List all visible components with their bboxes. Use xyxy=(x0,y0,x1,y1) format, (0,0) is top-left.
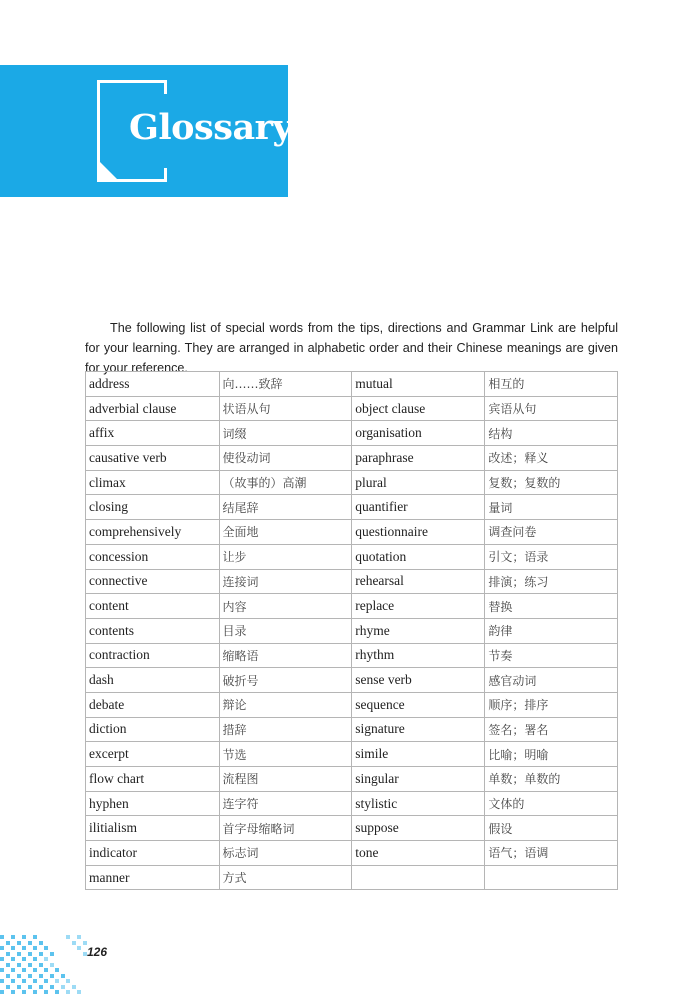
pixel-square xyxy=(44,957,48,961)
chinese-meaning-cell: 文体的 xyxy=(485,791,618,816)
pixel-square xyxy=(83,941,87,945)
term-cell: stylistic xyxy=(352,791,485,816)
term-cell: contraction xyxy=(86,643,220,668)
chinese-meaning-cell: 假设 xyxy=(485,816,618,841)
chinese-meaning-cell: 使役动词 xyxy=(219,446,352,471)
term-cell: content xyxy=(86,594,220,619)
pixel-square xyxy=(22,946,26,950)
chinese-meaning-cell: 复数；复数的 xyxy=(485,470,618,495)
table-row xyxy=(86,618,618,643)
chinese-meaning-cell: 让步 xyxy=(219,544,352,569)
table-row xyxy=(86,544,618,569)
table-row xyxy=(86,396,618,421)
pixel-square xyxy=(77,990,81,994)
chinese-meaning-cell: 词缀 xyxy=(219,421,352,446)
term-cell: paraphrase xyxy=(352,446,485,471)
chinese-meaning-cell: 结构 xyxy=(485,421,618,446)
table-row xyxy=(86,470,618,495)
table-row xyxy=(86,569,618,594)
pixel-square xyxy=(44,968,48,972)
pixel-square xyxy=(66,935,70,939)
pixel-square xyxy=(33,990,37,994)
pixel-square xyxy=(33,957,37,961)
table-row xyxy=(86,717,618,742)
term-cell: tone xyxy=(352,841,485,866)
chinese-meaning-cell: 连接词 xyxy=(219,569,352,594)
pixel-square xyxy=(0,979,4,983)
title-banner xyxy=(0,65,293,197)
glossary-table xyxy=(85,371,618,890)
term-cell: comprehensively xyxy=(86,520,220,545)
table-row xyxy=(86,692,618,717)
chinese-meaning-cell: 引文；语录 xyxy=(485,544,618,569)
pixel-square xyxy=(83,952,87,956)
pixel-square xyxy=(50,952,54,956)
chinese-meaning-cell: 标志词 xyxy=(219,841,352,866)
term-cell: indicator xyxy=(86,841,220,866)
pixel-square xyxy=(50,963,54,967)
pixel-square xyxy=(11,957,15,961)
page-number: 126 xyxy=(87,945,108,959)
pixel-square xyxy=(0,957,4,961)
term-cell: sense verb xyxy=(352,668,485,693)
corner-decoration xyxy=(97,159,117,179)
term-cell: simile xyxy=(352,742,485,767)
chinese-meaning-cell: 调查问卷 xyxy=(485,520,618,545)
pixel-square xyxy=(66,990,70,994)
pixel-square xyxy=(33,979,37,983)
term-cell: affix xyxy=(86,421,220,446)
chinese-meaning-cell: 感官动词 xyxy=(485,668,618,693)
table-row xyxy=(86,816,618,841)
chinese-meaning-cell: 节选 xyxy=(219,742,352,767)
table-row xyxy=(86,767,618,792)
pixel-square xyxy=(39,963,43,967)
pixel-square xyxy=(44,979,48,983)
intro-paragraph: The following list of special words from the tips, directions and Grammar Link are helpful for your learning. They are arranged in alphabetic order and their Chinese meanings are given for your reference. xyxy=(85,320,618,375)
page-title: Glossary xyxy=(129,107,293,148)
chinese-meaning-cell: 节奏 xyxy=(485,643,618,668)
chinese-meaning-cell: 破折号 xyxy=(219,668,352,693)
pixel-square xyxy=(0,968,4,972)
chinese-meaning-cell: 量词 xyxy=(485,495,618,520)
chinese-meaning-cell: 目录 xyxy=(219,618,352,643)
pixel-square xyxy=(61,985,65,989)
chinese-meaning-cell: 内容 xyxy=(219,594,352,619)
pixel-square xyxy=(11,979,15,983)
term-cell: dash xyxy=(86,668,220,693)
pixel-square xyxy=(22,979,26,983)
term-cell: climax xyxy=(86,470,220,495)
pixel-square xyxy=(28,941,32,945)
chinese-meaning-cell: 结尾辞 xyxy=(219,495,352,520)
table-row xyxy=(86,495,618,520)
pixel-square xyxy=(77,946,81,950)
pixel-square xyxy=(55,968,59,972)
table-row xyxy=(86,668,618,693)
table-row xyxy=(86,791,618,816)
term-cell: object clause xyxy=(352,396,485,421)
pixel-square xyxy=(17,985,21,989)
pixel-square xyxy=(0,935,4,939)
pixel-square xyxy=(11,968,15,972)
term-cell: causative verb xyxy=(86,446,220,471)
pixel-square xyxy=(28,974,32,978)
pixel-square xyxy=(17,941,21,945)
chinese-meaning-cell: 宾语从句 xyxy=(485,396,618,421)
pixel-square xyxy=(50,974,54,978)
table-row xyxy=(86,594,618,619)
pixel-square xyxy=(55,979,59,983)
term-cell: connective xyxy=(86,569,220,594)
term-cell: sequence xyxy=(352,692,485,717)
chinese-meaning-cell xyxy=(485,865,618,890)
term-cell: replace xyxy=(352,594,485,619)
term-cell: debate xyxy=(86,692,220,717)
chinese-meaning-cell: 措辞 xyxy=(219,717,352,742)
term-cell: quantifier xyxy=(352,495,485,520)
pixel-square xyxy=(6,941,10,945)
pixel-square xyxy=(28,963,32,967)
pixel-square xyxy=(39,985,43,989)
chinese-meaning-cell: 向……致辞 xyxy=(219,372,352,397)
pixel-square xyxy=(44,946,48,950)
pixel-square xyxy=(72,985,76,989)
term-cell: organisation xyxy=(352,421,485,446)
pixel-square xyxy=(17,952,21,956)
pixel-square xyxy=(66,979,70,983)
chinese-meaning-cell: （故事的）高潮 xyxy=(219,470,352,495)
term-cell: manner xyxy=(86,865,220,890)
term-cell: closing xyxy=(86,495,220,520)
chinese-meaning-cell: 单数；单数的 xyxy=(485,767,618,792)
chinese-meaning-cell: 连字符 xyxy=(219,791,352,816)
chinese-meaning-cell: 方式 xyxy=(219,865,352,890)
pixel-square xyxy=(17,974,21,978)
term-cell: singular xyxy=(352,767,485,792)
term-cell: mutual xyxy=(352,372,485,397)
pixel-square xyxy=(28,952,32,956)
pixel-square xyxy=(11,946,15,950)
chinese-meaning-cell: 替换 xyxy=(485,594,618,619)
pixel-square xyxy=(22,968,26,972)
chinese-meaning-cell: 相互的 xyxy=(485,372,618,397)
chinese-meaning-cell: 首字母缩略词 xyxy=(219,816,352,841)
term-cell xyxy=(352,865,485,890)
term-cell: signature xyxy=(352,717,485,742)
chinese-meaning-cell: 状语从句 xyxy=(219,396,352,421)
chinese-meaning-cell: 比喻；明喻 xyxy=(485,742,618,767)
table-row xyxy=(86,865,618,890)
chinese-meaning-cell: 签名；署名 xyxy=(485,717,618,742)
pixel-square xyxy=(6,985,10,989)
pixel-square xyxy=(22,935,26,939)
table-row xyxy=(86,841,618,866)
table-row xyxy=(86,421,618,446)
term-cell: rhyme xyxy=(352,618,485,643)
pixel-square xyxy=(72,941,76,945)
pixel-pattern-decoration xyxy=(0,935,90,996)
term-cell: contents xyxy=(86,618,220,643)
chinese-meaning-cell: 改述；释义 xyxy=(485,446,618,471)
term-cell: hyphen xyxy=(86,791,220,816)
pixel-square xyxy=(33,935,37,939)
term-cell: questionnaire xyxy=(352,520,485,545)
table-row xyxy=(86,446,618,471)
pixel-square xyxy=(0,990,4,994)
chinese-meaning-cell: 韵律 xyxy=(485,618,618,643)
pixel-square xyxy=(22,990,26,994)
pixel-square xyxy=(6,952,10,956)
pixel-square xyxy=(28,985,32,989)
chinese-meaning-cell: 排演；练习 xyxy=(485,569,618,594)
chinese-meaning-cell: 顺序；排序 xyxy=(485,692,618,717)
term-cell: concession xyxy=(86,544,220,569)
table-row xyxy=(86,643,618,668)
table-row xyxy=(86,520,618,545)
pixel-square xyxy=(77,935,81,939)
pixel-square xyxy=(11,990,15,994)
term-cell: plural xyxy=(352,470,485,495)
pixel-square xyxy=(33,968,37,972)
term-cell: excerpt xyxy=(86,742,220,767)
chinese-meaning-cell: 缩略语 xyxy=(219,643,352,668)
pixel-square xyxy=(17,963,21,967)
table-row xyxy=(86,742,618,767)
pixel-square xyxy=(6,974,10,978)
pixel-square xyxy=(44,990,48,994)
pixel-square xyxy=(22,957,26,961)
pixel-square xyxy=(6,963,10,967)
chinese-meaning-cell: 语气；语调 xyxy=(485,841,618,866)
pixel-square xyxy=(39,941,43,945)
pixel-square xyxy=(50,985,54,989)
pixel-square xyxy=(55,990,59,994)
term-cell: suppose xyxy=(352,816,485,841)
term-cell: address xyxy=(86,372,220,397)
chinese-meaning-cell: 全面地 xyxy=(219,520,352,545)
pixel-square xyxy=(39,974,43,978)
term-cell: rehearsal xyxy=(352,569,485,594)
term-cell: adverbial clause xyxy=(86,396,220,421)
term-cell: flow chart xyxy=(86,767,220,792)
term-cell: quotation xyxy=(352,544,485,569)
pixel-square xyxy=(39,952,43,956)
pixel-square xyxy=(11,935,15,939)
chinese-meaning-cell: 流程图 xyxy=(219,767,352,792)
term-cell: diction xyxy=(86,717,220,742)
chinese-meaning-cell: 辩论 xyxy=(219,692,352,717)
term-cell: ilitialism xyxy=(86,816,220,841)
term-cell: rhythm xyxy=(352,643,485,668)
pixel-square xyxy=(33,946,37,950)
pixel-square xyxy=(61,974,65,978)
table-row xyxy=(86,372,618,397)
pixel-square xyxy=(0,946,4,950)
